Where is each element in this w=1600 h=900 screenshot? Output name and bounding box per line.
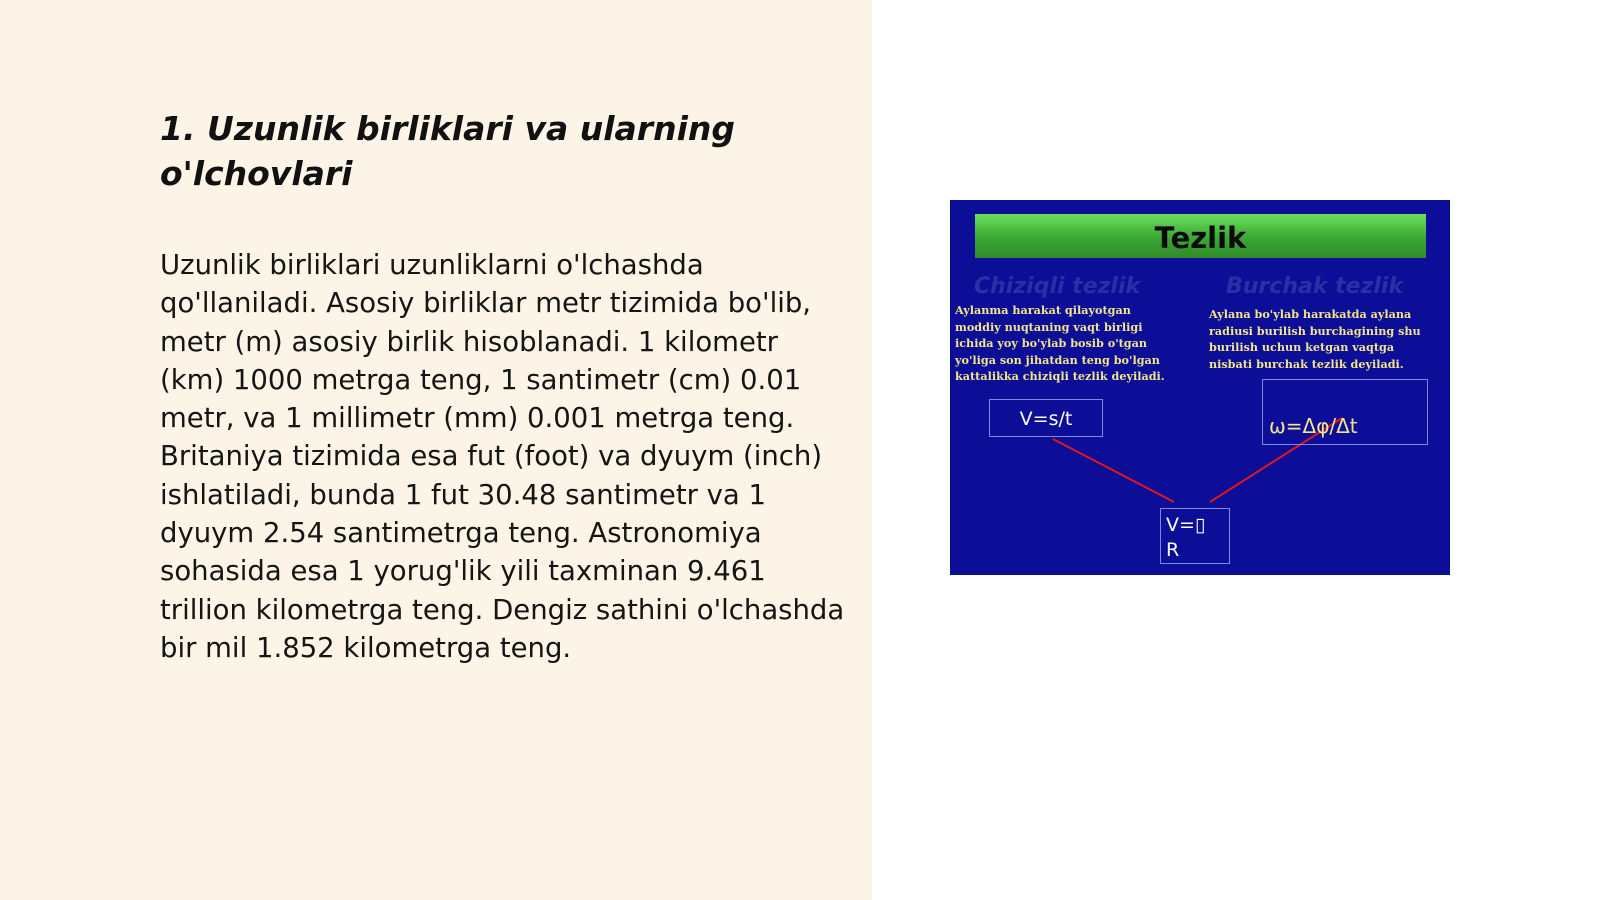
linear-velocity-description: Aylanma harakat qilayotgan moddiy nuqtaning vaqt birligi ichida yoy bo'ylab bosib o'tgan yo'liga son jihatdan teng bo'lgan kattalikka chiziqli tezlik deyiladi. <box>955 303 1165 383</box>
angular-velocity-description: Aylana bo'ylab harakatda aylana radiusi burilish burchagining shu burilish uchun ketgan vaqtga nisbati burchak tezlik deyiladi. <box>1209 307 1421 371</box>
angular-velocity-formula: ω=Δφ/Δt <box>1269 414 1358 438</box>
linear-velocity-heading: Chiziqli tezlik <box>974 274 1141 299</box>
linear-velocity-formula: V=s/t <box>989 399 1103 437</box>
illustration-title: Tezlik <box>1154 221 1247 255</box>
relation-line-2: R <box>1166 539 1180 561</box>
velocity-relation-formula <box>1160 508 1230 564</box>
slide-title: 1. Uzunlik birliklari va ularning o'lchovlari <box>160 109 736 193</box>
relation-line-1: V=▯ <box>1166 514 1206 536</box>
angular-velocity-heading: Burchak tezlik <box>1226 274 1404 299</box>
velocity-illustration <box>950 200 1450 575</box>
angular-velocity-formula-box <box>1262 379 1428 445</box>
slide-body-text: Uzunlik birliklari uzunliklarni o'lchashda qo'llaniladi. Asosiy birliklar metr tizimida bo'lib, metr (m) asosiy birlik hisoblanadi. 1 kilometr (km) 1000 metrga teng, 1 santimetr (cm) 0.01 metr, va 1 millimetr (mm) 0.001 metrga teng. Britaniya tizimida esa fut (foot) va dyuym (inch) ishlatiladi, bunda 1 fut 30.48 santimetr va 1 dyuym 2.54 santimetrga teng. Astronomiya sohasida esa 1 yorug'lik yili taxminan 9.461 trillion kilometrga teng. Dengiz sathini o'lchashda bir mil 1.852 kilometrga teng. <box>160 249 845 664</box>
arrow-left-line <box>1053 439 1174 502</box>
